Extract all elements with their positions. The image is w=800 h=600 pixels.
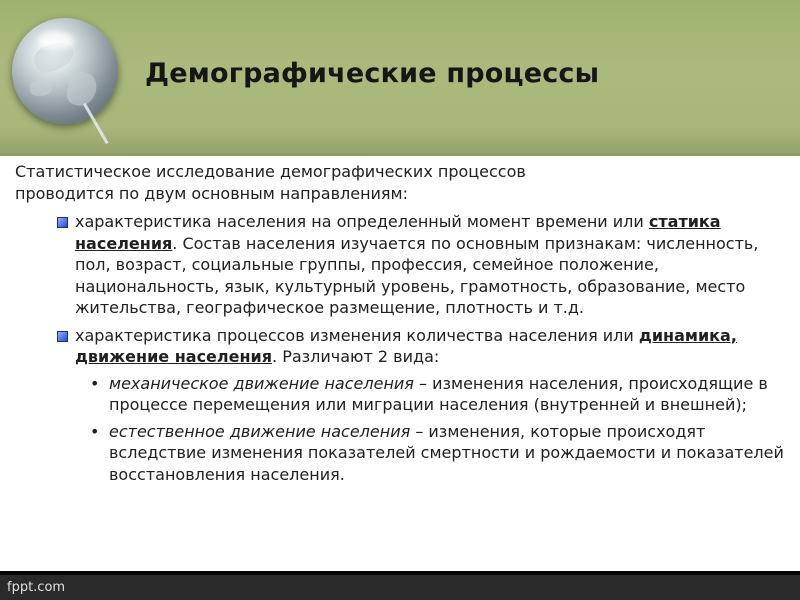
sub-bullet-natural bbox=[15, 421, 790, 486]
bullet-text: характеристика населения на определенный момент времени или bbox=[75, 212, 649, 231]
bullet-statics bbox=[15, 211, 790, 319]
square-bullet-icon bbox=[57, 331, 68, 342]
header-divider bbox=[0, 153, 800, 156]
dot-bullet-icon: • bbox=[90, 421, 100, 441]
bullet-emphasis: динамика, движение населения bbox=[75, 325, 737, 366]
bullet-text: характеристика процессов изменения количества населения или bbox=[75, 325, 639, 345]
sub-bullet-term: механическое движение населения bbox=[109, 373, 414, 393]
slide-title: Демографические процессы bbox=[145, 58, 600, 89]
slide-header bbox=[0, 0, 800, 155]
bullet-dynamics bbox=[15, 325, 790, 368]
dot-bullet-icon: • bbox=[90, 373, 100, 393]
globe-continent bbox=[30, 80, 52, 96]
slide-footer bbox=[0, 571, 800, 600]
bullet-text: . Различают 2 вида: bbox=[272, 347, 440, 366]
square-bullet-icon bbox=[57, 217, 68, 228]
bullet-emphasis: статика населения bbox=[75, 212, 721, 253]
sub-bullet-term: естественное движение населения bbox=[109, 421, 411, 441]
sub-bullet-text: – изменения населения, происходящие в процессе перемещения или миграции населения (внутренней и внешней); bbox=[109, 373, 768, 414]
footer-divider bbox=[0, 571, 800, 575]
bullet-text: . Состав населения изучается по основным признакам: численность, пол, возраст, социальные группы, профессия, семейное положение, национальность, язык, культурный уровень, грамотность, образование, место жительства, географическое размещение, плотность и т.д. bbox=[75, 233, 759, 317]
footer-watermark[interactable]: fppt.com bbox=[7, 580, 66, 595]
globe-highlight bbox=[38, 32, 74, 50]
sub-bullet-text: – изменения, которые происходят вследствие изменения показателей смертности и рождаемости и показателей восстановления населения. bbox=[109, 421, 784, 484]
intro-line-1: Статистическое исследование демографических процессов bbox=[15, 162, 526, 181]
slide-body bbox=[15, 161, 790, 485]
sub-bullet-mechanical bbox=[15, 373, 790, 416]
intro-line-2: проводится по двум основным направлениям: bbox=[15, 184, 409, 203]
